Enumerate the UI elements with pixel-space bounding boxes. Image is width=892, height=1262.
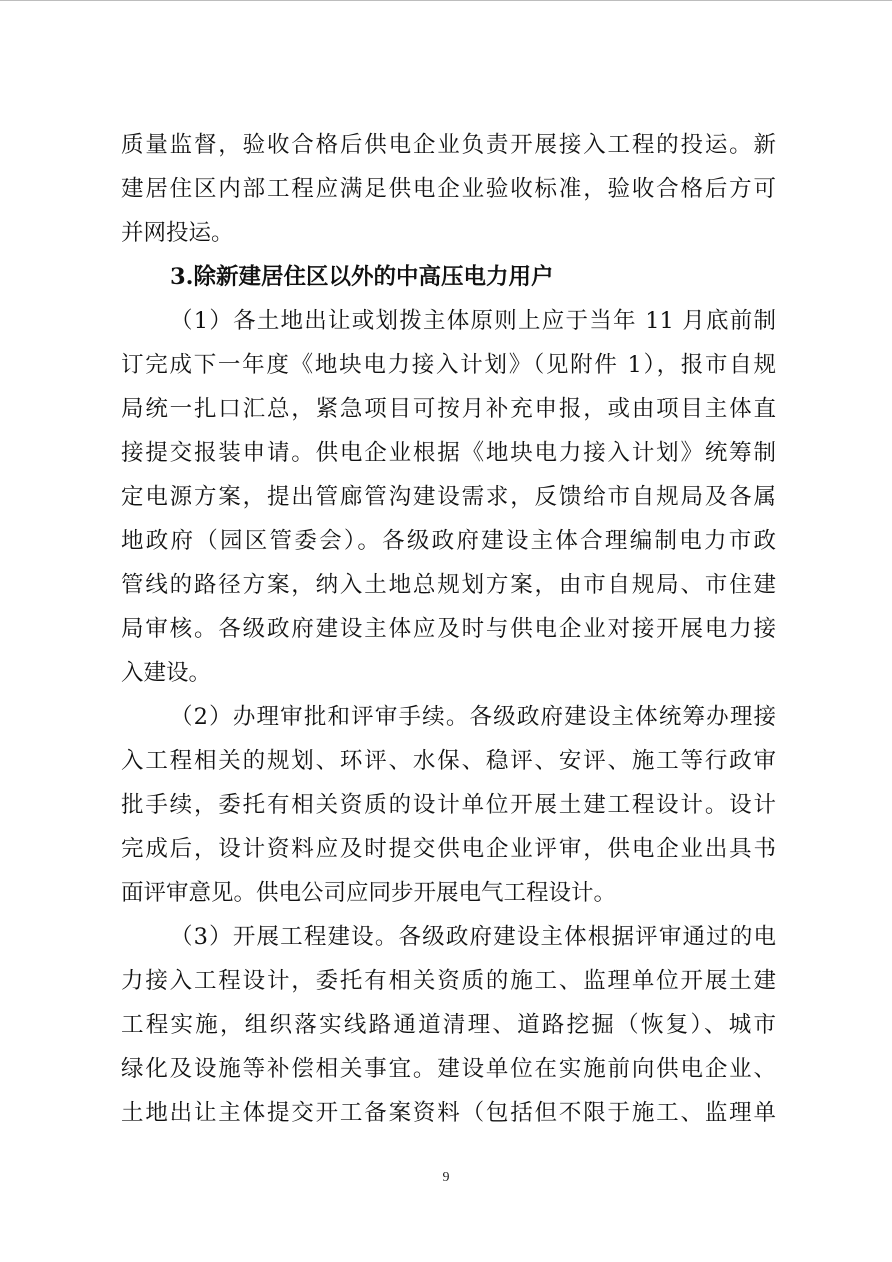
paragraph-2-line-5: 面评审意见。供电公司应同步开展电气工程设计。 [121,880,617,906]
paragraph-1-line-8: 局审核。各级政府建设主体应及时与供电企业对接开展电力接 [121,616,776,642]
paragraph-3-line-1: （3）开展工程建设。各级政府建设主体根据评审通过的电 [170,924,776,950]
paragraph-1-line-6: 地政府（园区管委会）。各级政府建设主体合理编制电力市政 [121,528,776,554]
body-line-2: 建居住区内部工程应满足供电企业验收标准，验收合格后方可 [121,176,776,202]
paragraph-1-line-4: 接提交报装申请。供电企业根据《地块电力接入计划》统筹制 [121,440,776,466]
paragraph-1-line-7: 管线的路径方案，纳入土地总规划方案，由市自规局、市住建 [121,572,776,598]
page-number: 9 [442,1170,450,1185]
paragraph-3-line-5: 土地出让主体提交开工备案资料（包括但不限于施工、监理单 [121,1100,776,1126]
top-border-line [0,0,892,1]
paragraph-1-line-1: （1）各土地出让或划拨主体原则上应于当年 11 月底前制 [170,308,776,334]
paragraph-3-line-3: 工程实施，组织落实线路通道清理、道路挖掘（恢复）、城市 [121,1012,776,1038]
paragraph-2-line-2: 入工程相关的规划、环评、水保、稳评、安评、施工等行政审 [121,748,776,774]
body-line-3: 并网投运。 [121,220,234,246]
paragraph-1-line-2: 订完成下一年度《地块电力接入计划》（见附件 1），报市自规 [121,352,776,378]
paragraph-2-line-3: 批手续，委托有相关资质的设计单位开展土建工程设计。设计 [121,792,776,818]
paragraph-3-line-2: 力接入工程设计，委托有相关资质的施工、监理单位开展土建 [121,968,776,994]
section-heading: 3.除新建居住区以外的中高压电力用户 [170,264,554,290]
paragraph-2-line-4: 完成后，设计资料应及时提交供电企业评审，供电企业出具书 [121,836,776,862]
paragraph-3-line-4: 绿化及设施等补偿相关事宜。建设单位在实施前向供电企业、 [121,1056,776,1082]
paragraph-1-line-9: 入建设。 [121,660,212,686]
paragraph-1-line-5: 定电源方案，提出管廊管沟建设需求，反馈给市自规局及各属 [121,484,776,510]
paragraph-1-line-3: 局统一扎口汇总，紧急项目可按月补充申报，或由项目主体直 [121,396,776,422]
paragraph-2-line-1: （2）办理审批和评审手续。各级政府建设主体统筹办理接 [170,704,776,730]
body-line-1: 质量监督，验收合格后供电企业负责开展接入工程的投运。新 [121,132,776,158]
